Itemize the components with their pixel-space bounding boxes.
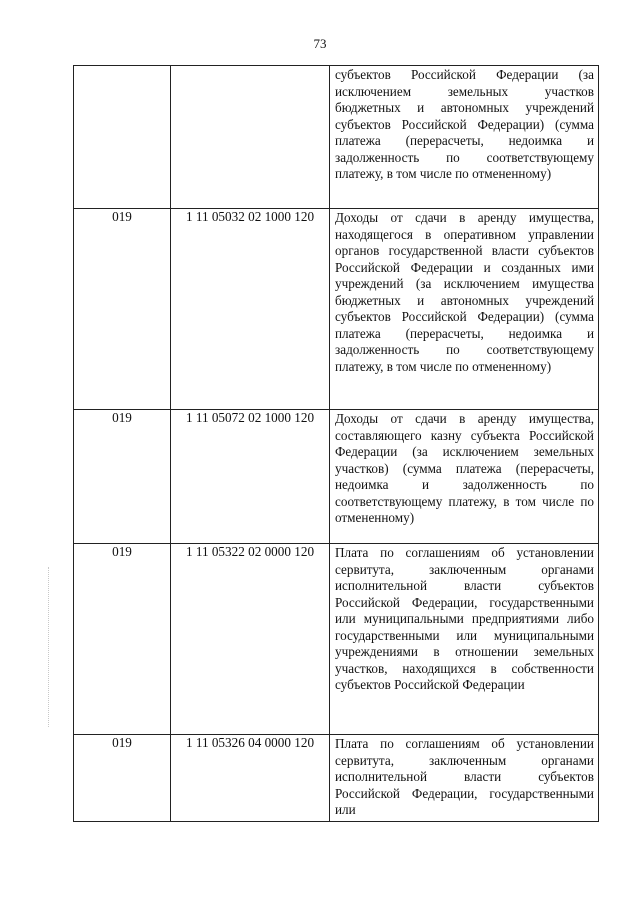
income-name-cell bbox=[330, 66, 599, 209]
income-name-text: Доходы от сдачи в аренду имущества, находящегося в оперативном управлении органов государственной власти субъектов Российской Федерации и созданных ими учреждений (за исключением имущества бюджетных и автономных учреждений субъектов Российской Федерации) (сумма платежа (перерасчеты, недоимка и задолженность по соответствующему платежу, в том числе по отмененному) bbox=[335, 210, 594, 374]
admin-code-cell: 019 bbox=[74, 410, 171, 544]
income-name-cell bbox=[330, 735, 599, 822]
budget-code-cell bbox=[171, 66, 330, 209]
admin-code-cell: 019 bbox=[74, 209, 171, 410]
table-row bbox=[74, 209, 599, 410]
income-name-cell bbox=[330, 410, 599, 544]
income-name-text: субъектов Российской Федерации (за исключением земельных участков бюджетных и автономных учреждений субъектов Российской Федерации) (сумма платежа (перерасчеты, недоимка и задолженность по соответствующему платежу, в том числе по отмененному) bbox=[335, 67, 594, 181]
income-name-cell bbox=[330, 544, 599, 735]
admin-code-cell: 019 bbox=[74, 544, 171, 735]
budget-code-cell: 1 11 05322 02 0000 120 bbox=[171, 544, 330, 735]
budget-code-cell: 1 11 05326 04 0000 120 bbox=[171, 735, 330, 822]
table-row bbox=[74, 66, 599, 209]
income-name-text: Плата по соглашениям об установлении сервитута, заключенным органами исполнительной власти субъектов Российской Федерации, государственными или муниципальными предприятиями либо государственными или муниципальными учреждениями в отношении земельных участков, находящихся в собственности субъектов Российской Федерации bbox=[335, 545, 594, 692]
income-name-text: Плата по соглашениям об установлении сервитута, заключенным органами исполнительной власти субъектов Российской Федерации, государственными или bbox=[335, 736, 594, 817]
income-name-cell bbox=[330, 209, 599, 410]
budget-code-cell: 1 11 05072 02 1000 120 bbox=[171, 410, 330, 544]
admin-code-cell: 019 bbox=[74, 735, 171, 822]
budget-code-cell: 1 11 05032 02 1000 120 bbox=[171, 209, 330, 410]
table-row bbox=[74, 544, 599, 735]
table-row bbox=[74, 735, 599, 822]
page-number: 73 bbox=[313, 36, 327, 51]
budget-codes-table bbox=[73, 65, 599, 822]
admin-code-cell bbox=[74, 66, 171, 209]
income-name-text: Доходы от сдачи в аренду имущества, составляющего казну субъекта Российской Федерации (за исключением земельных участков) (сумма платежа (перерасчеты, недоимка и задолженность по соответствующему платежу, в том числе по отмененному) bbox=[335, 411, 594, 525]
table-row bbox=[74, 410, 599, 544]
scan-artifact bbox=[48, 567, 50, 727]
